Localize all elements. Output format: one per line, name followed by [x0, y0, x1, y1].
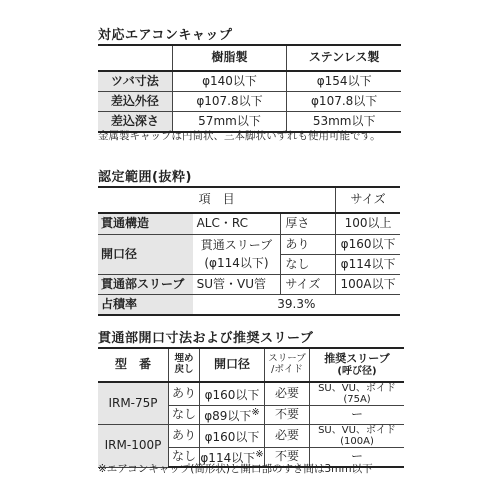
- table-row: [98, 425, 404, 448]
- opening-value: φ89以下: [204, 408, 252, 423]
- cell-opening-size2: φ114以下: [336, 255, 400, 275]
- header-stainless: ステンレス製: [287, 45, 401, 71]
- header-blank: [98, 45, 172, 71]
- cell-recommended: ー: [310, 448, 405, 468]
- header-fill-line2: 戻し: [174, 364, 194, 375]
- cell-stainless: φ154以下: [287, 71, 401, 92]
- table-row: [98, 71, 401, 92]
- row-label: 差込深さ: [98, 112, 172, 133]
- header-need-line1: スリーブ: [268, 353, 306, 365]
- cell-model: IRM-100P: [98, 425, 169, 468]
- row-label: 差込外径: [98, 92, 172, 112]
- cell-recommended: SU、VU、ボイド(100A): [310, 425, 405, 448]
- table-row: [98, 275, 400, 295]
- header-rec-line2: (呼び径): [337, 365, 377, 377]
- cell-opening-sub1: あり: [281, 235, 336, 255]
- cell-resin: 57mm以下: [172, 112, 287, 133]
- row-label-ratio: 占積率: [98, 295, 193, 316]
- cell-stainless: φ107.8以下: [287, 92, 401, 112]
- cell-resin: φ107.8以下: [172, 92, 287, 112]
- row-label-opening: 開口径: [98, 235, 193, 275]
- cell-need: 不要: [265, 406, 310, 425]
- cell-structure-size: 100以上: [336, 213, 400, 235]
- header-recommended: [310, 348, 405, 382]
- cell-ratio-value: 39.3%: [193, 295, 400, 316]
- cell-fill: なし: [169, 448, 200, 468]
- table-row: [98, 235, 400, 255]
- cell-recommended: SU、VU、ボイド(75A): [310, 382, 405, 406]
- row-label-structure: 貫通構造: [98, 213, 193, 235]
- table-row: [98, 295, 400, 316]
- cell-opening: [200, 425, 265, 448]
- cell-need: 必要: [265, 425, 310, 448]
- cell-fill: あり: [169, 425, 200, 448]
- table-header-row: [98, 187, 400, 213]
- cell-resin: φ140以下: [172, 71, 287, 92]
- table-row: [98, 382, 404, 406]
- cell-fill: あり: [169, 382, 200, 406]
- row-label: ツバ寸法: [98, 71, 172, 92]
- cell-opening-size1: φ160以下: [336, 235, 400, 255]
- table-header-row: [98, 348, 404, 382]
- cell-recommended: ー: [310, 406, 405, 425]
- opening-value: φ160以下: [204, 387, 260, 402]
- row-label-sleeve: 貫通部スリーブ: [98, 275, 193, 295]
- cell-fill: なし: [169, 406, 200, 425]
- cell-need: 必要: [265, 382, 310, 406]
- header-resin: 樹脂製: [172, 45, 287, 71]
- opening-value: φ160以下: [204, 429, 260, 444]
- section1-note: 金属製キャップは円筒状、三本脚状いずれも使用可能です。: [98, 130, 381, 142]
- opening-size-table: [98, 347, 404, 468]
- cell-structure-sub: 厚さ: [281, 213, 336, 235]
- cell-opening: [200, 406, 265, 425]
- opening-value-line1: 貫通スリーブ: [200, 238, 273, 253]
- section3-note: ※エアコンキャップ(筒形状)と開口部のすき間は3mm以下: [98, 463, 373, 475]
- opening-value-line2: (φ114以下): [204, 255, 269, 270]
- cell-opening-sub2: なし: [281, 255, 336, 275]
- table-row: [98, 92, 401, 112]
- cell-sleeve-sub: サイズ: [281, 275, 336, 295]
- section2-title: 認定範囲(抜粋): [98, 170, 192, 185]
- header-model: 型 番: [98, 348, 169, 382]
- cell-model: IRM-75P: [98, 382, 169, 425]
- certification-table: [98, 186, 400, 316]
- footnote-mark: ※: [255, 448, 264, 460]
- header-item: 項 目: [98, 187, 336, 213]
- header-need-line2: /ボイド: [271, 364, 303, 375]
- table-header-row: [98, 45, 401, 71]
- cell-opening: [200, 382, 265, 406]
- section1-title: 対応エアコンキャップ: [98, 28, 233, 43]
- header-fill-line1: 埋め: [174, 353, 194, 365]
- cell-opening-value: [193, 235, 281, 275]
- header-rec-line1: 推奨スリーブ: [324, 352, 390, 366]
- section3-title: 貫通部開口寸法および推奨スリーブ: [98, 331, 314, 346]
- cell-need: 不要: [265, 448, 310, 468]
- cell-stainless: 53mm以下: [287, 112, 401, 133]
- header-size: サイズ: [336, 187, 400, 213]
- aircon-cap-table: [98, 44, 401, 133]
- cell-sleeve-value: SU管・VU管: [193, 275, 281, 295]
- cell-sleeve-size: 100A以下: [336, 275, 400, 295]
- cell-structure-value: ALC・RC: [193, 213, 281, 235]
- opening-value: φ114以下: [200, 450, 256, 465]
- header-fill: [169, 348, 200, 382]
- header-opening: 開口径: [200, 348, 265, 382]
- table-row: [98, 213, 400, 235]
- header-need: [265, 348, 310, 382]
- footnote-mark: ※: [251, 406, 260, 418]
